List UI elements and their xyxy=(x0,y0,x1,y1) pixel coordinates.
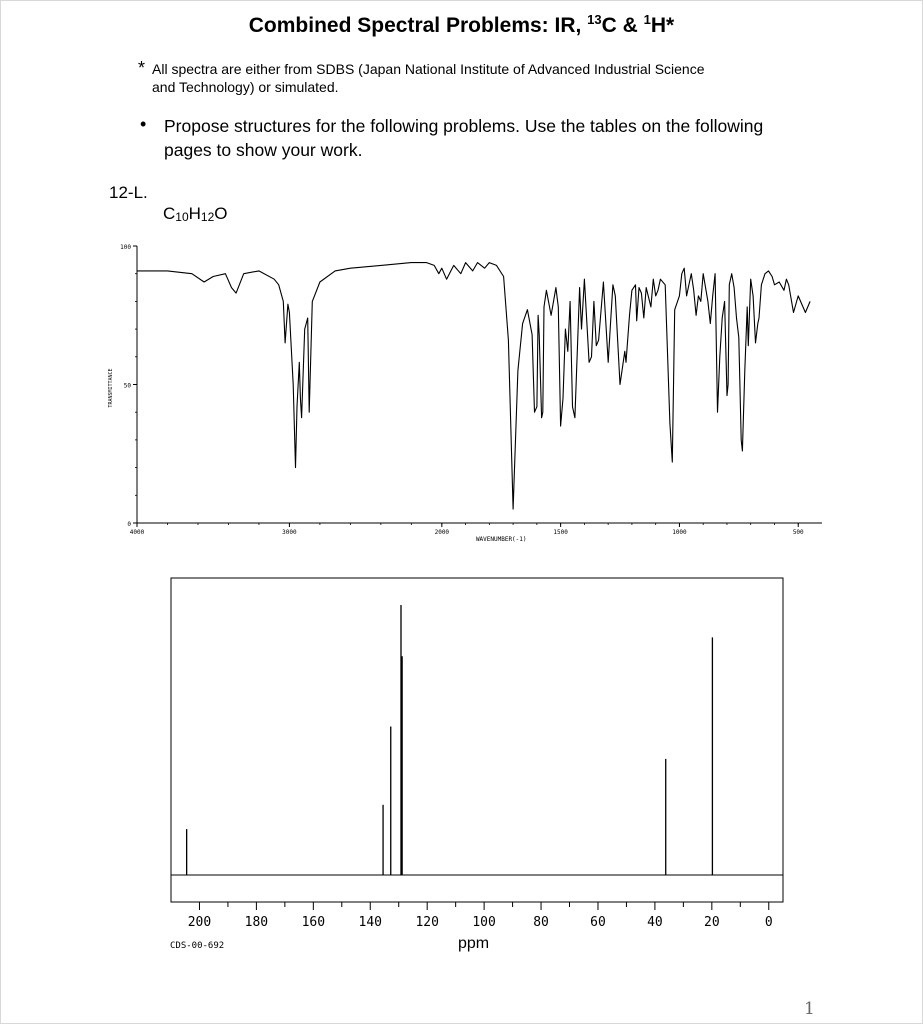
ir-x-tick-label: 1000 xyxy=(672,529,687,536)
nmr-spectrum-code: CDS-00-692 xyxy=(170,941,225,951)
page-number: 1 xyxy=(804,999,815,1019)
ir-y-tick-label: 100 xyxy=(120,244,131,251)
ir-x-tick-label: 3000 xyxy=(282,529,297,536)
nmr-x-tick-label: 20 xyxy=(704,915,720,930)
ir-spectrum xyxy=(108,238,830,550)
nmr-axis-label: ppm xyxy=(458,935,490,952)
nmr-x-tick-label: 200 xyxy=(187,915,212,930)
nmr-frame xyxy=(171,578,783,902)
c13-nmr-spectrum xyxy=(165,575,795,937)
bullet-icon: • xyxy=(140,114,147,134)
nmr-x-tick-label: 60 xyxy=(590,915,606,930)
problem-label: 12-L. xyxy=(109,183,148,202)
ir-x-tick-label: 1500 xyxy=(553,529,568,536)
nmr-x-tick-label: 180 xyxy=(244,915,269,930)
ir-y-tick-label: 50 xyxy=(123,382,131,390)
ir-x-tick-label: 500 xyxy=(792,529,804,536)
nmr-x-tick-label: 160 xyxy=(301,915,326,930)
nmr-x-tick-label: 140 xyxy=(358,915,382,930)
instruction-text: Propose structures for the following problems. Use the tables on the following pages to show your work. xyxy=(164,116,764,160)
nmr-x-tick-label: 80 xyxy=(533,915,549,930)
ir-y-axis-label: TRANSMITTANCE xyxy=(108,368,114,408)
nmr-x-tick-label: 100 xyxy=(472,915,496,930)
ir-x-tick-label: 4000 xyxy=(129,529,145,536)
molecular-formula: $C_{10}H_{12}O$ xyxy=(163,204,228,224)
ir-x-axis-label: WAVENUMBER(-1) xyxy=(475,536,527,543)
nmr-x-tick-label: 120 xyxy=(415,915,439,930)
ir-trace xyxy=(137,263,810,510)
footnote-star: * xyxy=(138,58,146,78)
page-title: Combined Spectral Problems: IR, $^{13}$C & $^1$H* xyxy=(248,12,675,37)
ir-y-tick-label: 0 xyxy=(127,521,131,528)
source-note: All spectra are either from SDBS (Japan National Institute of Advanced Industrial Science and Technology) or simulated. xyxy=(152,61,705,95)
ir-x-tick-label: 2000 xyxy=(434,529,450,536)
nmr-x-tick-label: 40 xyxy=(647,915,663,930)
nmr-x-tick-label: 0 xyxy=(764,915,773,930)
